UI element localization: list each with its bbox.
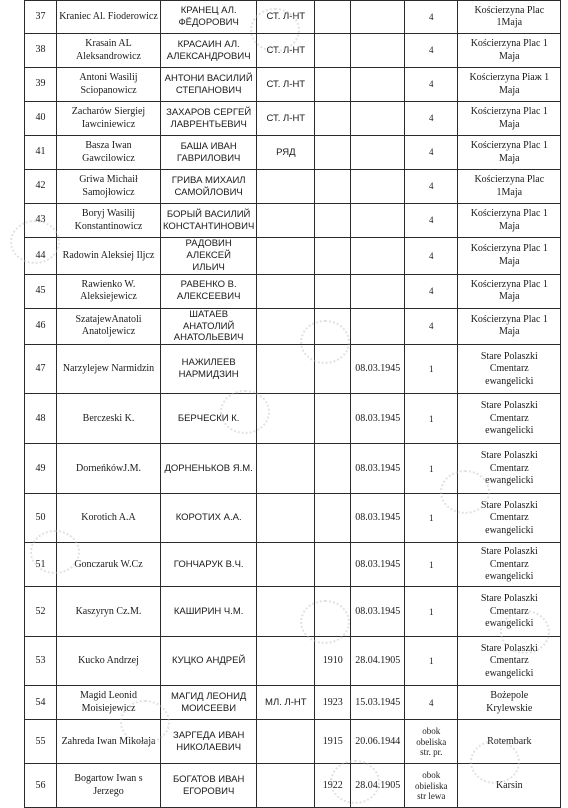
russian-name-cell: НАЖИЛЕЕВ НАРМИДЗИН — [161, 345, 257, 394]
burial-place-cell: Kościerzyna Plac 1Maja — [458, 170, 561, 204]
polish-name-cell: Kaszyryn Cz.M. — [57, 587, 161, 637]
death-date-cell — [351, 274, 405, 308]
row-number-cell: 37 — [25, 1, 57, 34]
polish-name-cell: Griwa Michaił Samojłowicz — [57, 170, 161, 204]
russian-name-cell: ШАТАЕВ АНАТОЛИЙ АНАТОЛЬЕВИЧ — [161, 308, 257, 345]
rank-cell — [257, 494, 315, 543]
death-date-cell: 08.03.1945 — [351, 444, 405, 494]
death-date-cell — [351, 238, 405, 275]
polish-name-cell: Korotich A.A — [57, 494, 161, 543]
polish-name-cell: DorneńkówJ.M. — [57, 444, 161, 494]
birth-year-cell — [315, 1, 351, 34]
grave-number-cell: 1 — [405, 587, 458, 637]
burial-place-cell: Kościerzyna Plac 1Maja — [458, 1, 561, 34]
rank-cell — [257, 444, 315, 494]
burial-place-cell: Stare Polaszki Cmentarz ewangelicki — [458, 394, 561, 444]
death-date-cell — [351, 136, 405, 170]
russian-name-cell: БЕРЧЕСКИ К. — [161, 394, 257, 444]
grave-number-cell: obok obieliska str lewa — [405, 764, 458, 808]
polish-name-cell: Zahreda Iwan Mikołaja — [57, 720, 161, 764]
rank-cell: СТ. Л-НТ — [257, 68, 315, 102]
russian-name-cell: ДОРНЕНЬКОВ Я.М. — [161, 444, 257, 494]
birth-year-cell — [315, 274, 351, 308]
polish-name-cell: Kraniec Al. Fioderowicz — [57, 1, 161, 34]
russian-name-cell: БОРЫЙ ВАСИЛИЙ КОНСТАНТИНОВИЧ — [161, 204, 257, 238]
polish-name-cell: Zacharów Siergiej Iawciniewicz — [57, 102, 161, 136]
burial-place-cell: Kościerzyna Plac 1 Maja — [458, 274, 561, 308]
birth-year-cell: 1923 — [315, 686, 351, 720]
birth-year-cell — [315, 136, 351, 170]
death-date-cell: 08.03.1945 — [351, 587, 405, 637]
table-row — [25, 720, 561, 764]
grave-number-cell: 4 — [405, 34, 458, 68]
table-row — [25, 543, 561, 587]
birth-year-cell — [315, 444, 351, 494]
death-date-cell — [351, 308, 405, 345]
russian-name-cell: ГОНЧАРУК В.Ч. — [161, 543, 257, 587]
grave-number-cell: 1 — [405, 394, 458, 444]
rank-cell: РЯД — [257, 136, 315, 170]
polish-name-cell: Krasain AL Aleksandrowicz — [57, 34, 161, 68]
russian-name-cell: КРАСАИН АЛ. АЛЕКСАНДРОВИЧ — [161, 34, 257, 68]
rank-cell — [257, 204, 315, 238]
row-number-cell: 56 — [25, 764, 57, 808]
rank-cell — [257, 637, 315, 686]
polish-name-cell: SzatajewAnatoli Anatoljewicz — [57, 308, 161, 345]
rank-cell — [257, 238, 315, 275]
death-date-cell — [351, 170, 405, 204]
birth-year-cell: 1922 — [315, 764, 351, 808]
row-number-cell: 55 — [25, 720, 57, 764]
table-row — [25, 444, 561, 494]
burial-place-cell: Stare Polaszki Cmentarz ewangelicki — [458, 444, 561, 494]
grave-number-cell: 4 — [405, 308, 458, 345]
polish-name-cell: Gonczaruk W.Cz — [57, 543, 161, 587]
row-number-cell: 41 — [25, 136, 57, 170]
row-number-cell: 49 — [25, 444, 57, 494]
birth-year-cell — [315, 494, 351, 543]
death-date-cell — [351, 102, 405, 136]
grave-number-cell: 4 — [405, 204, 458, 238]
birth-year-cell — [315, 308, 351, 345]
burial-place-cell: Kościerzyna Plac 1 Maja — [458, 308, 561, 345]
rank-cell: СТ. Л-НТ — [257, 102, 315, 136]
grave-number-cell: 1 — [405, 444, 458, 494]
russian-name-cell: КРАНЕЦ АЛ. ФЁДОРОВИЧ — [161, 1, 257, 34]
table-row — [25, 136, 561, 170]
table-row — [25, 34, 561, 68]
rank-cell: СТ. Л-НТ — [257, 1, 315, 34]
birth-year-cell — [315, 204, 351, 238]
polish-name-cell: Antoni Wasilij Sciopanowicz — [57, 68, 161, 102]
grave-number-cell: 4 — [405, 170, 458, 204]
row-number-cell: 44 — [25, 238, 57, 275]
birth-year-cell — [315, 543, 351, 587]
table-row — [25, 170, 561, 204]
row-number-cell: 46 — [25, 308, 57, 345]
rank-cell — [257, 308, 315, 345]
russian-name-cell: ГРИВА МИХАИЛ САМОЙЛОВИЧ — [161, 170, 257, 204]
row-number-cell: 45 — [25, 274, 57, 308]
death-date-cell — [351, 68, 405, 102]
row-number-cell: 38 — [25, 34, 57, 68]
table-row — [25, 1, 561, 34]
death-date-cell: 28.04.1905 — [351, 637, 405, 686]
war-graves-table — [24, 0, 561, 808]
burial-place-cell: Karsin — [458, 764, 561, 808]
birth-year-cell — [315, 68, 351, 102]
birth-year-cell: 1915 — [315, 720, 351, 764]
birth-year-cell — [315, 587, 351, 637]
polish-name-cell: Boryj Wasilij Konstantinowicz — [57, 204, 161, 238]
polish-name-cell: Rawienko W. Aleksiejewicz — [57, 274, 161, 308]
polish-name-cell: Bogartow Iwan s Jerzego — [57, 764, 161, 808]
rank-cell — [257, 587, 315, 637]
russian-name-cell: БАША ИВАН ГАВРИЛОВИЧ — [161, 136, 257, 170]
burial-place-cell: Stare Polaszki Cmentarz ewangelicki — [458, 637, 561, 686]
death-date-cell: 08.03.1945 — [351, 394, 405, 444]
rank-cell — [257, 345, 315, 394]
table-row — [25, 394, 561, 444]
grave-number-cell: 1 — [405, 637, 458, 686]
burial-place-cell: Kościerzyna Plac 1 Maja — [458, 136, 561, 170]
death-date-cell: 20.06.1944 — [351, 720, 405, 764]
row-number-cell: 43 — [25, 204, 57, 238]
death-date-cell — [351, 204, 405, 238]
birth-year-cell — [315, 394, 351, 444]
burial-place-cell: Rotembark — [458, 720, 561, 764]
birth-year-cell — [315, 345, 351, 394]
row-number-cell: 42 — [25, 170, 57, 204]
rank-cell: МЛ. Л-НТ — [257, 686, 315, 720]
table-row — [25, 637, 561, 686]
table-row — [25, 68, 561, 102]
grave-number-cell: 4 — [405, 274, 458, 308]
rank-cell — [257, 720, 315, 764]
table-row — [25, 494, 561, 543]
polish-name-cell: Kucko Andrzej — [57, 637, 161, 686]
burial-place-cell: Bożepole Krylewskie — [458, 686, 561, 720]
russian-name-cell: РАВЕНКО В. АЛЕКСЕЕВИЧ — [161, 274, 257, 308]
burial-place-cell: Kościerzyna Piaж 1 Maja — [458, 68, 561, 102]
russian-name-cell: МАГИД ЛЕОНИД МОИСЕЕВИ — [161, 686, 257, 720]
row-number-cell: 52 — [25, 587, 57, 637]
table-row — [25, 345, 561, 394]
polish-name-cell: Magid Leonid Moisiejewicz — [57, 686, 161, 720]
russian-name-cell: КОРОТИХ А.А. — [161, 494, 257, 543]
death-date-cell — [351, 1, 405, 34]
death-date-cell: 15.03.1945 — [351, 686, 405, 720]
table-row — [25, 308, 561, 345]
rank-cell — [257, 764, 315, 808]
table-row — [25, 764, 561, 808]
grave-number-cell: 4 — [405, 686, 458, 720]
rank-cell — [257, 274, 315, 308]
grave-number-cell: 4 — [405, 1, 458, 34]
russian-name-cell: БОГАТОВ ИВАН ЕГОРОВИЧ — [161, 764, 257, 808]
grave-number-cell: 1 — [405, 494, 458, 543]
grave-number-cell: 4 — [405, 68, 458, 102]
table-row — [25, 238, 561, 275]
russian-name-cell: ЗАРГЕДА ИВАН НИКОЛАЕВИЧ — [161, 720, 257, 764]
polish-name-cell: Narzylejew Narmidzin — [57, 345, 161, 394]
russian-name-cell: КУЦКО АНДРЕЙ — [161, 637, 257, 686]
polish-name-cell: Berczeski K. — [57, 394, 161, 444]
table-row — [25, 587, 561, 637]
burial-place-cell: Kościerzyna Plac 1 Maja — [458, 204, 561, 238]
burial-place-cell: Kościerzyna Plac 1 Maja — [458, 102, 561, 136]
grave-number-cell: 4 — [405, 238, 458, 275]
table-row — [25, 102, 561, 136]
row-number-cell: 53 — [25, 637, 57, 686]
death-date-cell: 08.03.1945 — [351, 494, 405, 543]
grave-number-cell: obok obeliska str. pr. — [405, 720, 458, 764]
burial-place-cell: Stare Polaszki Cmentarz ewangelicki — [458, 587, 561, 637]
polish-name-cell: Radowin Aleksiej Iljcz — [57, 238, 161, 275]
death-date-cell: 08.03.1945 — [351, 345, 405, 394]
rank-cell: СТ. Л-НТ — [257, 34, 315, 68]
row-number-cell: 54 — [25, 686, 57, 720]
row-number-cell: 51 — [25, 543, 57, 587]
birth-year-cell — [315, 238, 351, 275]
russian-name-cell: АНТОНИ ВАСИЛИЙ СТЕПАНОВИЧ — [161, 68, 257, 102]
rank-cell — [257, 543, 315, 587]
grave-number-cell: 4 — [405, 102, 458, 136]
birth-year-cell — [315, 102, 351, 136]
grave-number-cell: 4 — [405, 136, 458, 170]
row-number-cell: 39 — [25, 68, 57, 102]
birth-year-cell: 1910 — [315, 637, 351, 686]
russian-name-cell: ЗАХАРОВ СЕРГЕЙ ЛАВРЕНТЬЕВИЧ — [161, 102, 257, 136]
row-number-cell: 50 — [25, 494, 57, 543]
russian-name-cell: РАДОВИН АЛЕКСЕЙ ИЛЬИЧ — [161, 238, 257, 275]
burial-place-cell: Kościerzyna Plac 1 Maja — [458, 238, 561, 275]
russian-name-cell: КАШИРИН Ч.М. — [161, 587, 257, 637]
death-date-cell: 08.03.1945 — [351, 543, 405, 587]
birth-year-cell — [315, 34, 351, 68]
birth-year-cell — [315, 170, 351, 204]
rank-cell — [257, 394, 315, 444]
table-row — [25, 686, 561, 720]
burial-place-cell: Stare Polaszki Cmentarz ewangelicki — [458, 543, 561, 587]
rank-cell — [257, 170, 315, 204]
burial-place-cell: Stare Polaszki Cmentarz ewangelicki — [458, 494, 561, 543]
polish-name-cell: Basza Iwan Gawcilowicz — [57, 136, 161, 170]
table-row — [25, 274, 561, 308]
burial-place-cell: Kościerzyna Plac 1 Maja — [458, 34, 561, 68]
table-row — [25, 204, 561, 238]
death-date-cell — [351, 34, 405, 68]
burial-place-cell: Stare Polaszki Cmentarz ewangelicki — [458, 345, 561, 394]
row-number-cell: 47 — [25, 345, 57, 394]
death-date-cell: 28.04.1905 — [351, 764, 405, 808]
grave-number-cell: 1 — [405, 543, 458, 587]
grave-number-cell: 1 — [405, 345, 458, 394]
row-number-cell: 40 — [25, 102, 57, 136]
row-number-cell: 48 — [25, 394, 57, 444]
